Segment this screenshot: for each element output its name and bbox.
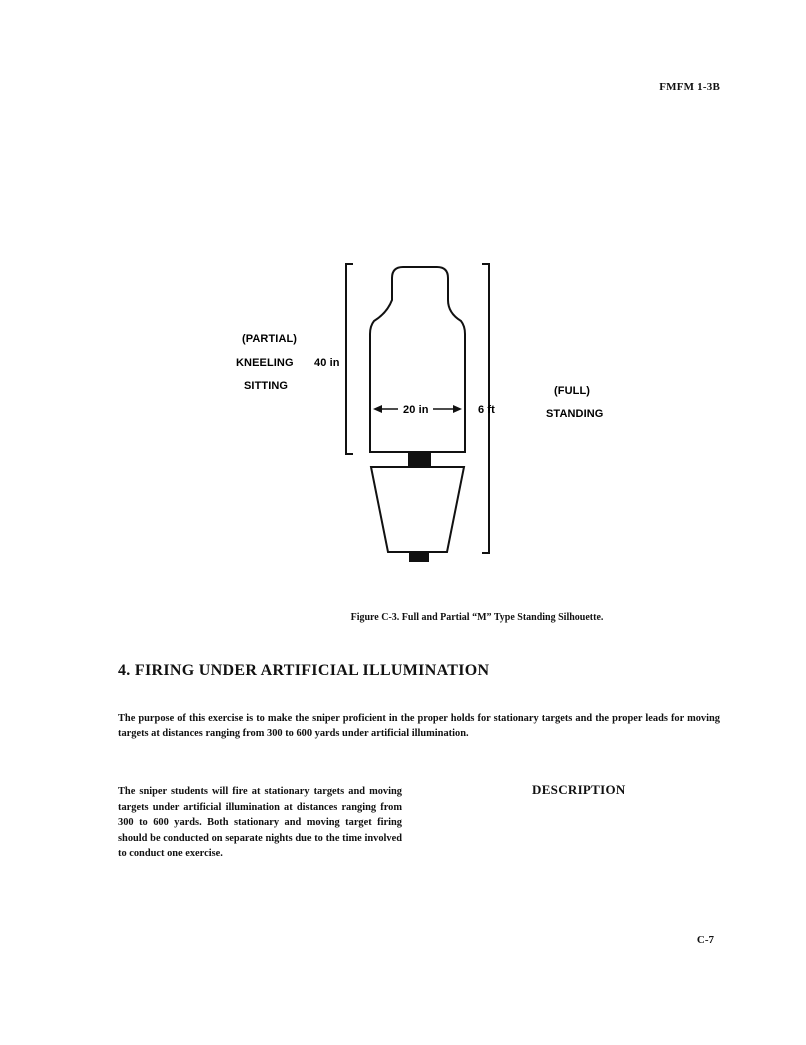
mounting-post-upper: [408, 452, 431, 467]
label-partial: (PARTIAL): [242, 333, 298, 345]
description-paragraph: The sniper students will fire at stationary targets and moving targets under artificial illumination at distances ranging from 300 to 600 yards. Both stationary and moving target firing should be conducted on separate nights due to the time involved to conduct one exercise.: [118, 786, 402, 860]
section-heading: 4. FIRING UNDER ARTIFICIAL ILLUMINATION: [118, 662, 490, 679]
description-heading: DESCRIPTION: [532, 782, 626, 797]
width-arrow-left-head: [373, 405, 382, 413]
label-full: (FULL): [554, 385, 591, 397]
label-height-partial: 40 in: [314, 357, 340, 369]
purpose-paragraph: The purpose of this exercise is to make the sniper proficient in the proper holds for stationary targets and the proper leads for moving targets at distances ranging from 300 to 600 yards under artificial illumination.: [118, 713, 720, 739]
mounting-post-lower: [409, 552, 429, 562]
label-height-full: 6 ft: [478, 404, 495, 416]
silhouette-upper: [370, 267, 465, 452]
label-width: 20 in: [403, 404, 429, 416]
label-standing: STANDING: [546, 408, 604, 420]
label-sitting: SITTING: [244, 380, 289, 392]
partial-height-bracket: [346, 264, 353, 454]
page-number: C-7: [696, 934, 714, 946]
document-code: FMFM 1-3B: [659, 81, 720, 93]
figure-caption-text: Figure C-3. Full and Partial “M” Type Standing Silhouette.: [350, 612, 604, 623]
width-arrow-right-head: [453, 405, 462, 413]
silhouette-lower: [371, 467, 464, 552]
label-kneeling: KNEELING: [236, 357, 294, 369]
figure-caption: [0, 612, 806, 623]
